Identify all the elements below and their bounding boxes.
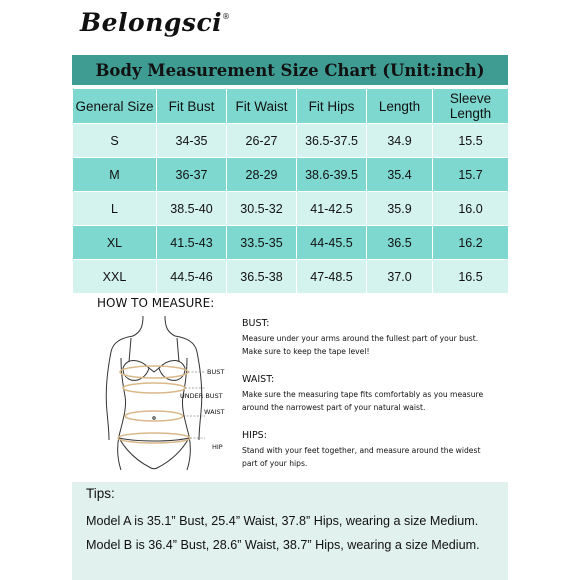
table-cell: 47-48.5 [297,260,367,294]
table-cell: 15.7 [433,158,509,192]
table-cell: 33.5-35 [227,226,297,260]
body-outline-figure [87,312,237,482]
brand-logo: Belongsci [80,8,223,37]
tips-section [72,482,508,580]
registered-mark: ® [222,12,230,21]
table-cell: 36.5 [367,226,433,260]
table-cell: 36.5-38 [227,260,297,294]
column-header: General Size [73,89,157,124]
bust-instruction-line-1: Measure under your arms around the fullest part of your bust. [242,334,479,343]
chart-title: Body Measurement Size Chart (Unit:inch) [72,54,508,86]
hips-title: HIPS: [242,430,267,441]
table-cell: 15.5 [433,124,509,158]
hips-instruction-line-1: Stand with your feet together, and measure around the widest [242,446,481,455]
waist-title: WAIST: [242,374,275,385]
table-cell: 16.5 [433,260,509,294]
column-header: Length [367,89,433,124]
figure-label-waist: WAIST [204,408,225,416]
table-header-row [73,89,509,124]
waist-instruction-line-1: Make sure the measuring tape fits comfortably as you measure [242,390,484,399]
tip-model-b: Model B is 36.4” Bust, 28.6” Waist, 38.7” Hips, wearing a size Medium. [86,538,480,552]
table-cell: 38.5-40 [157,192,227,226]
table-cell: 35.9 [367,192,433,226]
table-cell: 38.6-39.5 [297,158,367,192]
table-row [73,158,509,192]
column-header: Fit Waist [227,89,297,124]
figure-label-bust: BUST [207,368,225,376]
table-cell: 30.5-32 [227,192,297,226]
size-chart-card [72,0,508,580]
waist-instruction-line-2: around the narrowest part of your natural waist. [242,403,426,412]
table-cell: 34-35 [157,124,227,158]
bust-instruction-line-2: Make sure to keep the tape level! [242,347,370,356]
column-header: Sleeve Length [433,89,509,124]
table-cell: 28-29 [227,158,297,192]
table-cell: 35.4 [367,158,433,192]
table-row [73,192,509,226]
table-cell: 16.2 [433,226,509,260]
table-cell: 26-27 [227,124,297,158]
table-cell: 36.5-37.5 [297,124,367,158]
table-cell: 41.5-43 [157,226,227,260]
table-cell: M [73,158,157,192]
tips-title: Tips: [86,486,115,501]
table-cell: 44.5-46 [157,260,227,294]
figure-label-hip: HIP [212,443,223,451]
bust-title: BUST: [242,318,270,329]
column-header: Fit Hips [297,89,367,124]
table-row [73,260,509,294]
table-cell: S [73,124,157,158]
table-cell: 16.0 [433,192,509,226]
table-cell: 41-42.5 [297,192,367,226]
table-cell: 34.9 [367,124,433,158]
table-row [73,226,509,260]
hips-instruction-line-2: part of your hips. [242,459,308,468]
table-cell: 37.0 [367,260,433,294]
table-cell: XL [73,226,157,260]
how-to-measure-heading: HOW TO MEASURE: [97,296,215,310]
table-row [73,124,509,158]
column-header: Fit Bust [157,89,227,124]
tip-model-a: Model A is 35.1” Bust, 25.4” Waist, 37.8” Hips, wearing a size Medium. [86,514,479,528]
table-cell: 36-37 [157,158,227,192]
size-table [72,88,509,294]
table-cell: XXL [73,260,157,294]
how-to-measure-section [72,290,508,480]
table-cell: L [73,192,157,226]
figure-label-under-bust: UNDER BUST [180,392,223,400]
table-cell: 44-45.5 [297,226,367,260]
